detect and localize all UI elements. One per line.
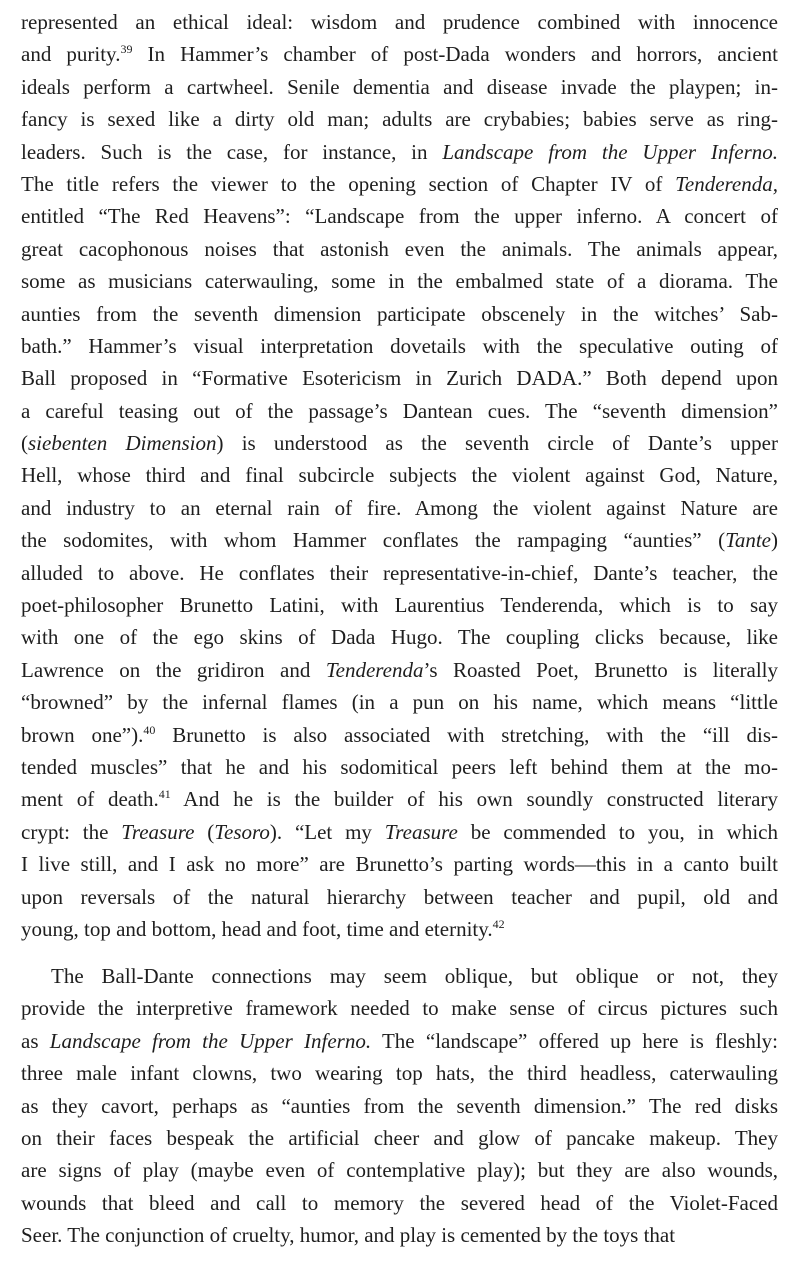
text-line: Ball proposed in “Formative Esotericism in Zurich DADA.” Both depend upon — [21, 366, 778, 391]
text-line: brown one”).$^{40}$ Brunetto is also associated with stretching, with the “ill dis- — [21, 722, 778, 747]
text-line: wounds that bleed and call to memory the severed head of the Violet-Faced — [21, 1190, 778, 1215]
text-line: three male infant clowns, two wearing top hats, the third headless, caterwauling — [21, 1061, 778, 1086]
text-line: bath.” Hammer’s visual interpretation dovetails with the speculative outing of — [21, 333, 778, 358]
text-line: some as musicians caterwauling, some in the embalmed state of a diorama. The — [21, 269, 778, 294]
text-line: poet-philosopher Brunetto Latini, with Laurentius Tenderenda, which is to say — [21, 593, 778, 618]
text-line: ment of death.$^{41}$ And he is the builder of his own soundly constructed literary — [21, 787, 778, 812]
text-line: (siebenten Dimension) is understood as the seventh circle of Dante’s upper — [21, 431, 778, 456]
text-line: young, top and bottom, head and foot, time and eternity.$^{42}$ — [21, 916, 505, 941]
text-line: and industry to an eternal rain of fire. Among the violent against Nature are — [21, 495, 778, 520]
text-line: entitled “The Red Heavens”: “Landscape from the upper inferno. A concert of — [21, 204, 778, 229]
text-line: Lawrence on the gridiron and Tenderenda’s Roasted Poet, Brunetto is literally — [21, 657, 778, 682]
text-line: and purity.$^{39}$ In Hammer’s chamber of post-Dada wonders and horrors, ancient — [21, 42, 778, 67]
text-line: ideals perform a cartwheel. Senile dementia and disease invade the playpen; in- — [21, 74, 778, 99]
text-line: as they cavort, perhaps as “aunties from the seventh dimension.” The red disks — [21, 1093, 778, 1118]
text-line: provide the interpretive framework needed to make sense of circus pictures such — [21, 996, 778, 1021]
text-line: aunties from the seventh dimension participate obscenely in the witches’ Sab- — [21, 301, 778, 326]
text-line: I live still, and I ask no more” are Brunetto’s parting words—this in a canto built — [21, 852, 778, 877]
text-line: as Landscape from the Upper Inferno. The “landscape” offered up here is fleshly: — [21, 1028, 778, 1053]
text-line: crypt: the Treasure (Tesoro). “Let my Treasure be commended to you, in which — [21, 819, 779, 844]
text-line: Hell, whose third and final subcircle subjects the violent against God, Nature, — [21, 463, 778, 488]
text-line: a careful teasing out of the passage’s Dantean cues. The “seventh dimension” — [21, 398, 778, 423]
paragraph-1 — [21, 6, 778, 945]
text-line: tended muscles” that he and his sodomitical peers left behind them at the mo- — [21, 754, 778, 779]
text-line: fancy is sexed like a dirty old man; adults are crybabies; babies serve as ring- — [21, 107, 778, 132]
text-line: upon reversals of the natural hierarchy between teacher and pupil, old and — [21, 884, 778, 909]
text-line: “browned” by the infernal flames (in a pun on his name, which means “little — [21, 690, 778, 715]
text-line: are signs of play (maybe even of contemplative play); but they are also wounds, — [21, 1158, 778, 1183]
text-line: on their faces bespeak the artificial cheer and glow of pancake makeup. They — [21, 1125, 778, 1150]
text-line: alluded to above. He conflates their representative-in-chief, Dante’s teacher, the — [21, 560, 778, 585]
text-line: the sodomites, with whom Hammer conflates the rampaging “aunties” (Tante) — [21, 528, 778, 553]
paragraph-2 — [21, 960, 778, 1252]
text-line: with one of the ego skins of Dada Hugo. The coupling clicks because, like — [21, 625, 778, 650]
text-line: The Ball-Dante connections may seem oblique, but oblique or not, they — [51, 964, 778, 988]
text-line: great cacophonous noises that astonish even the animals. The animals appear, — [21, 236, 778, 261]
text-line: represented an ethical ideal: wisdom and prudence combined with innocence — [21, 10, 778, 34]
text-line: leaders. Such is the case, for instance, in Landscape from the Upper Inferno. — [21, 139, 778, 164]
text-line: The title refers the viewer to the opening section of Chapter IV of Tenderenda, — [21, 171, 778, 196]
text-line: Seer. The conjunction of cruelty, humor, and play is cemented by the toys that — [21, 1223, 676, 1248]
